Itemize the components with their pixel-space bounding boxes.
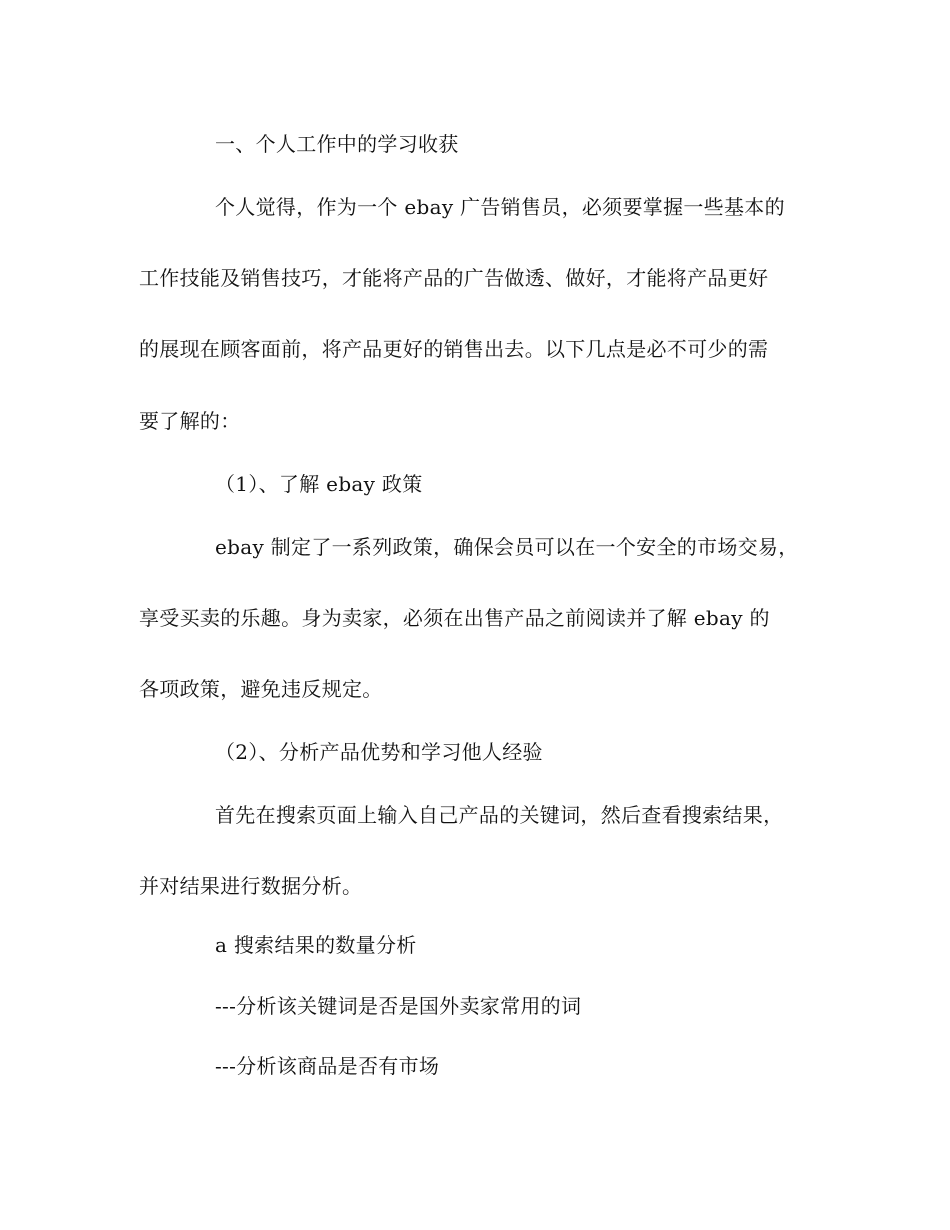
- subsection-heading: （2）、分析产品优势和学习他人经验: [215, 740, 543, 764]
- paragraph-line: 首先在搜索页面上输入自己产品的关键词，然后查看搜索结果，: [215, 803, 784, 827]
- paragraph-line: 要了解的：: [139, 409, 241, 433]
- list-item: ---分析该商品是否有市场: [215, 1054, 440, 1078]
- paragraph-line: 各项政策，避免违反规定。: [139, 677, 383, 701]
- paragraph-line: 并对结果进行数据分析。: [139, 874, 363, 898]
- list-heading: a 搜索结果的数量分析: [215, 933, 417, 957]
- list-item: ---分析该关键词是否是国外卖家常用的词: [215, 994, 582, 1018]
- section-heading: 一、个人工作中的学习收获: [215, 132, 459, 156]
- subsection-heading: （1）、了解 ebay 政策: [215, 472, 423, 496]
- paragraph-line: 个人觉得，作为一个 ebay 广告销售员，必须要掌握一些基本的: [215, 195, 785, 219]
- paragraph-line: 工作技能及销售技巧，才能将产品的广告做透、做好，才能将产品更好: [139, 266, 769, 290]
- paragraph-line: ebay 制定了一系列政策，确保会员可以在一个安全的市场交易，: [215, 535, 799, 559]
- paragraph-line: 的展现在顾客面前，将产品更好的销售出去。以下几点是必不可少的需: [139, 337, 769, 361]
- paragraph-line: 享受买卖的乐趣。身为卖家，必须在出售产品之前阅读并了解 ebay 的: [139, 606, 770, 630]
